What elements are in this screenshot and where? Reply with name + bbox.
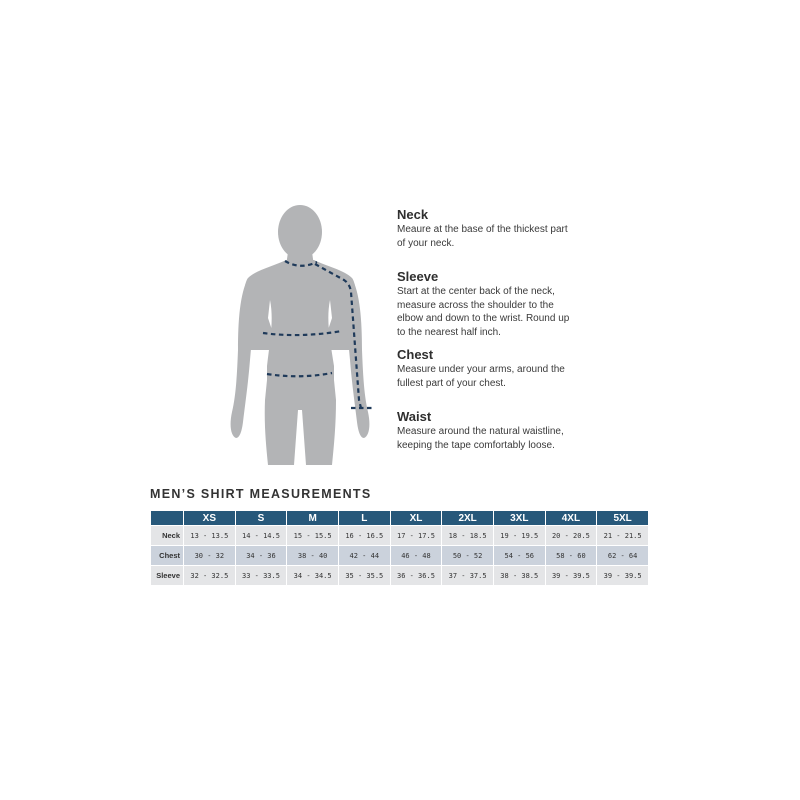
table-cell: 37 - 37.5 bbox=[442, 566, 493, 585]
size-header-s: S bbox=[236, 511, 287, 525]
table-cell: 21 - 21.5 bbox=[597, 526, 648, 545]
table-cell: 50 - 52 bbox=[442, 546, 493, 565]
table-cell: 35 - 35.5 bbox=[339, 566, 390, 585]
table-cell: 42 - 44 bbox=[339, 546, 390, 565]
size-header-m: M bbox=[287, 511, 338, 525]
row-label-sleeve: Sleeve bbox=[151, 566, 183, 585]
neck-instruction bbox=[397, 207, 607, 250]
size-header-row bbox=[151, 511, 648, 525]
waist-line-2: keeping the tape comfortably loose. bbox=[397, 439, 555, 451]
row-label-chest: Chest bbox=[151, 546, 183, 565]
sleeve-line-2: measure across the shoulder to the bbox=[397, 299, 554, 311]
row-label-neck: Neck bbox=[151, 526, 183, 545]
waist-instruction bbox=[397, 409, 607, 452]
neck-line-1: Meaure at the base of the thickest part bbox=[397, 224, 568, 235]
neck-title: Neck bbox=[397, 207, 429, 222]
chest-title: Chest bbox=[397, 347, 434, 362]
sleeve-title: Sleeve bbox=[397, 269, 439, 284]
table-row-sleeve bbox=[151, 566, 648, 585]
table-cell: 38 - 40 bbox=[287, 546, 338, 565]
size-chart-table bbox=[150, 510, 649, 586]
table-cell: 58 - 60 bbox=[546, 546, 597, 565]
table-cell: 38 - 38.5 bbox=[494, 566, 545, 585]
sleeve-line-3: elbow and down to the wrist. Round up bbox=[397, 313, 570, 324]
table-cell: 34 - 36 bbox=[236, 546, 287, 565]
body-measurement-figure bbox=[222, 200, 382, 465]
man-silhouette-icon bbox=[222, 200, 382, 465]
chest-line-1: Measure under your arms, around the bbox=[397, 364, 565, 375]
table-cell: 16 - 16.5 bbox=[339, 526, 390, 545]
table-cell: 30 - 32 bbox=[184, 546, 235, 565]
table-cell: 36 - 36.5 bbox=[391, 566, 442, 585]
waist-line-1: Measure around the natural waistline, bbox=[397, 426, 564, 437]
size-header-5xl: 5XL bbox=[597, 511, 648, 525]
neck-line-2: of your neck. bbox=[397, 237, 455, 249]
table-cell: 19 - 19.5 bbox=[494, 526, 545, 545]
chest-line-2: fullest part of your chest. bbox=[397, 377, 506, 389]
silhouette-body bbox=[231, 205, 370, 465]
table-cell: 13 - 13.5 bbox=[184, 526, 235, 545]
chest-instruction bbox=[397, 347, 607, 390]
table-row-chest bbox=[151, 546, 648, 565]
sleeve-line-1: Start at the center back of the neck, bbox=[397, 286, 555, 297]
table-cell: 33 - 33.5 bbox=[236, 566, 287, 585]
table-cell: 39 - 39.5 bbox=[546, 566, 597, 585]
size-header-l: L bbox=[339, 511, 390, 525]
table-cell: 20 - 20.5 bbox=[546, 526, 597, 545]
size-chart-title: MEN’S SHIRT MEASUREMENTS bbox=[150, 487, 372, 501]
table-cell: 46 - 48 bbox=[391, 546, 442, 565]
table-cell: 54 - 56 bbox=[494, 546, 545, 565]
sleeve-line-4: to the nearest half inch. bbox=[397, 326, 501, 338]
table-cell: 32 - 32.5 bbox=[184, 566, 235, 585]
table-cell: 15 - 15.5 bbox=[287, 526, 338, 545]
table-cell: 34 - 34.5 bbox=[287, 566, 338, 585]
table-row-neck bbox=[151, 526, 648, 545]
table-cell: 62 - 64 bbox=[597, 546, 648, 565]
size-header-xs: XS bbox=[184, 511, 235, 525]
size-header-2xl: 2XL bbox=[442, 511, 493, 525]
table-cell: 14 - 14.5 bbox=[236, 526, 287, 545]
sleeve-instruction bbox=[397, 269, 607, 339]
waist-title: Waist bbox=[397, 409, 432, 424]
size-header-3xl: 3XL bbox=[494, 511, 545, 525]
table-cell: 18 - 18.5 bbox=[442, 526, 493, 545]
size-header-4xl: 4XL bbox=[546, 511, 597, 525]
header-corner bbox=[151, 511, 183, 525]
size-header-xl: XL bbox=[391, 511, 442, 525]
table-cell: 17 - 17.5 bbox=[391, 526, 442, 545]
table-cell: 39 - 39.5 bbox=[597, 566, 648, 585]
